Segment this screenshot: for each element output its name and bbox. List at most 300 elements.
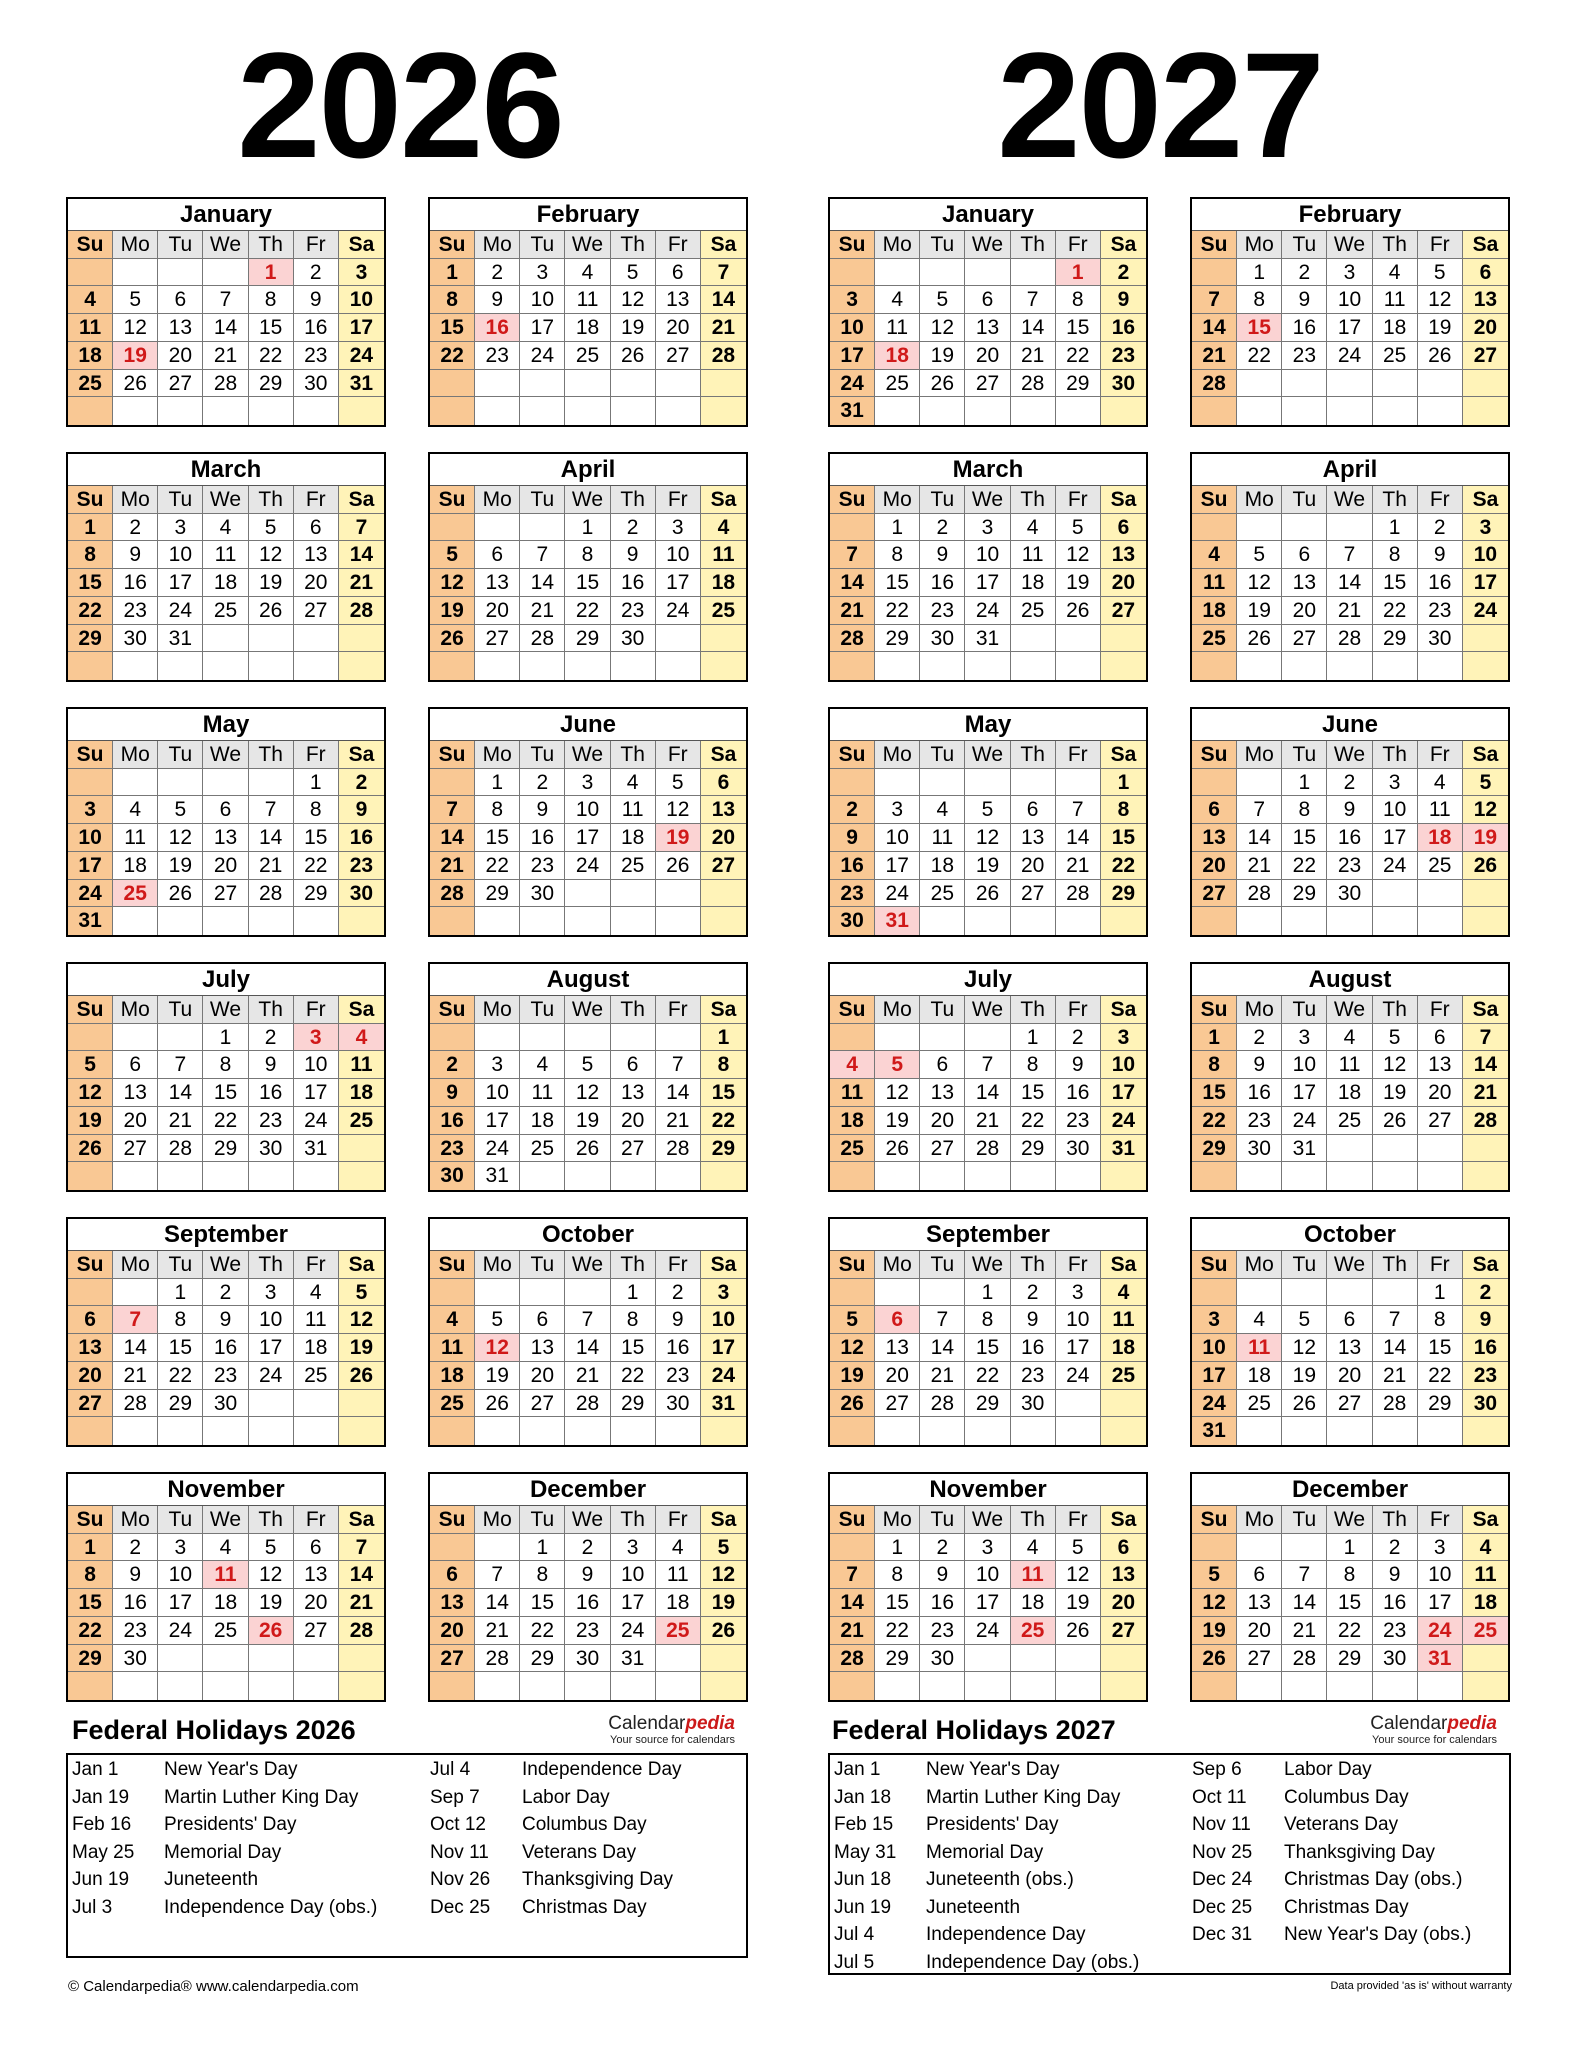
day-cell: 19 [68, 1107, 113, 1135]
day-cell: 27 [701, 852, 746, 880]
month-september-2027 [828, 1217, 1148, 1447]
weekday-header: Su [68, 1251, 113, 1279]
day-cell: 26 [1282, 1390, 1327, 1418]
empty-day-cell [113, 1279, 158, 1307]
holiday-name: Labor Day [1284, 1759, 1372, 1780]
day-cell: 31 [68, 907, 113, 935]
empty-day-cell [339, 625, 384, 653]
weekday-header: Sa [1463, 231, 1508, 259]
day-cell: 21 [475, 1617, 520, 1645]
day-cell: 14 [1056, 824, 1101, 852]
empty-day-cell [68, 397, 113, 425]
empty-day-cell [1192, 1672, 1237, 1700]
day-cell: 26 [475, 1390, 520, 1418]
day-cell: 9 [113, 541, 158, 569]
weekday-header: Su [430, 1251, 475, 1279]
day-cell: 7 [830, 1561, 875, 1589]
day-cell: 12 [1192, 1589, 1237, 1617]
weekday-header: Tu [920, 231, 965, 259]
day-cell: 6 [430, 1561, 475, 1589]
day-cell: 21 [249, 852, 294, 880]
holiday-date: Jan 18 [834, 1786, 892, 1808]
weekday-header: Fr [656, 231, 701, 259]
holiday-date: Jun 19 [834, 1896, 892, 1918]
day-cell: 28 [701, 342, 746, 370]
day-cell: 11 [1192, 569, 1237, 597]
day-cell: 24 [565, 852, 610, 880]
day-cell: 11 [701, 541, 746, 569]
empty-day-cell [1011, 907, 1056, 935]
weekday-header: We [1327, 1251, 1372, 1279]
empty-day-cell [920, 1417, 965, 1445]
day-cell: 1 [68, 514, 113, 542]
day-cell: 21 [1327, 597, 1372, 625]
empty-day-cell [1463, 625, 1508, 653]
day-cell: 30 [113, 625, 158, 653]
empty-day-cell [430, 370, 475, 398]
empty-day-cell [1011, 1645, 1056, 1673]
weekday-header: Mo [113, 1251, 158, 1279]
day-cell: 9 [475, 286, 520, 314]
weekday-header: We [965, 231, 1010, 259]
month-name: May [830, 709, 1146, 741]
day-cell: 29 [875, 1645, 920, 1673]
day-cell: 8 [875, 541, 920, 569]
day-cell: 16 [1056, 1079, 1101, 1107]
day-cell: 3 [1282, 1024, 1327, 1052]
day-cell: 13 [294, 1561, 339, 1589]
day-cell: 10 [68, 824, 113, 852]
day-cell: 14 [830, 1589, 875, 1617]
day-cell: 13 [875, 1334, 920, 1362]
empty-day-cell [920, 259, 965, 287]
empty-day-cell [1418, 1135, 1463, 1163]
day-cell: 12 [249, 541, 294, 569]
weekday-header: Fr [294, 1506, 339, 1534]
empty-day-cell [68, 1162, 113, 1190]
empty-day-cell [920, 769, 965, 797]
month-grid [1192, 1506, 1508, 1700]
day-cell: 16 [430, 1107, 475, 1135]
day-cell: 18 [1373, 314, 1418, 342]
empty-day-cell [520, 1162, 565, 1190]
empty-day-cell [1463, 1645, 1508, 1673]
day-cell: 25 [830, 1135, 875, 1163]
day-cell: 25 [1101, 1362, 1146, 1390]
empty-day-cell [965, 1024, 1010, 1052]
day-cell: 8 [203, 1051, 248, 1079]
weekday-header: Sa [1463, 486, 1508, 514]
holiday-date: May 31 [834, 1841, 897, 1863]
day-cell: 25 [1237, 1390, 1282, 1418]
month-grid [68, 1506, 384, 1700]
day-cell: 4 [1373, 259, 1418, 287]
empty-day-cell [830, 1279, 875, 1307]
day-cell: 8 [1192, 1051, 1237, 1079]
day-cell: 23 [1327, 852, 1372, 880]
month-august-2027 [1190, 962, 1510, 1192]
day-cell: 25 [294, 1362, 339, 1390]
day-cell: 5 [1282, 1306, 1327, 1334]
day-cell: 4 [294, 1279, 339, 1307]
day-cell: 1 [475, 769, 520, 797]
day-cell: 8 [565, 541, 610, 569]
month-january-2026 [66, 197, 386, 427]
day-cell: 8 [1011, 1051, 1056, 1079]
day-cell: 5 [249, 514, 294, 542]
empty-day-cell [1463, 1672, 1508, 1700]
holiday-date: Dec 25 [430, 1896, 491, 1918]
day-cell: 28 [830, 625, 875, 653]
weekday-header: Tu [1282, 996, 1327, 1024]
brand-name-accent: pedia [1447, 1713, 1497, 1734]
day-cell: 19 [830, 1362, 875, 1390]
holiday-day-cell: 18 [1418, 824, 1463, 852]
day-cell: 3 [611, 1534, 656, 1562]
day-cell: 30 [830, 907, 875, 935]
day-cell: 29 [1373, 625, 1418, 653]
weekday-header: Th [611, 996, 656, 1024]
day-cell: 13 [1101, 1561, 1146, 1589]
day-cell: 19 [249, 1589, 294, 1617]
day-cell: 20 [1463, 314, 1508, 342]
empty-day-cell [249, 625, 294, 653]
day-cell: 17 [1056, 1334, 1101, 1362]
day-cell: 21 [339, 569, 384, 597]
empty-day-cell [1237, 1534, 1282, 1562]
weekday-header: Su [68, 231, 113, 259]
day-cell: 15 [875, 569, 920, 597]
day-cell: 18 [203, 1589, 248, 1617]
empty-day-cell [1011, 1672, 1056, 1700]
day-cell: 5 [701, 1534, 746, 1562]
day-cell: 10 [830, 314, 875, 342]
day-cell: 20 [475, 597, 520, 625]
day-cell: 17 [68, 852, 113, 880]
day-cell: 28 [565, 1390, 610, 1418]
day-cell: 21 [1373, 1362, 1418, 1390]
day-cell: 22 [294, 852, 339, 880]
day-cell: 10 [875, 824, 920, 852]
month-name: August [1192, 964, 1508, 996]
holiday-date: Nov 26 [430, 1869, 491, 1890]
weekday-header: We [965, 741, 1010, 769]
day-cell: 10 [1327, 286, 1372, 314]
empty-day-cell [1192, 1534, 1237, 1562]
day-cell: 21 [1056, 852, 1101, 880]
holiday-day-cell: 5 [875, 1051, 920, 1079]
empty-day-cell [1056, 1672, 1101, 1700]
holiday-date: Oct 12 [430, 1814, 486, 1835]
day-cell: 20 [1237, 1617, 1282, 1645]
weekday-header: Mo [875, 1251, 920, 1279]
day-cell: 5 [1418, 259, 1463, 287]
day-cell: 18 [294, 1334, 339, 1362]
empty-day-cell [203, 1162, 248, 1190]
empty-day-cell [1373, 907, 1418, 935]
day-cell: 20 [1282, 597, 1327, 625]
day-cell: 10 [339, 286, 384, 314]
day-cell: 26 [430, 625, 475, 653]
empty-day-cell [158, 1672, 203, 1700]
weekday-header: Fr [1056, 1251, 1101, 1279]
day-cell: 18 [1011, 1589, 1056, 1617]
day-cell: 29 [294, 880, 339, 908]
empty-day-cell [113, 907, 158, 935]
day-cell: 9 [249, 1051, 294, 1079]
day-cell: 19 [339, 1334, 384, 1362]
day-cell: 28 [1237, 880, 1282, 908]
day-cell: 1 [1237, 259, 1282, 287]
empty-day-cell [1056, 652, 1101, 680]
day-cell: 10 [1418, 1561, 1463, 1589]
empty-day-cell [1237, 514, 1282, 542]
empty-day-cell [1011, 625, 1056, 653]
weekday-header: Tu [520, 486, 565, 514]
day-cell: 30 [203, 1390, 248, 1418]
day-cell: 1 [701, 1024, 746, 1052]
day-cell: 23 [1282, 342, 1327, 370]
day-cell: 8 [1101, 796, 1146, 824]
day-cell: 24 [294, 1107, 339, 1135]
empty-day-cell [830, 259, 875, 287]
day-cell: 11 [565, 286, 610, 314]
empty-day-cell [656, 370, 701, 398]
empty-day-cell [203, 1645, 248, 1673]
empty-day-cell [113, 1417, 158, 1445]
holiday-list-row [1192, 1812, 1512, 1838]
empty-day-cell [611, 907, 656, 935]
day-cell: 24 [68, 880, 113, 908]
weekday-header: Mo [475, 1251, 520, 1279]
day-cell: 8 [1327, 1561, 1372, 1589]
holiday-list-row [430, 1895, 750, 1921]
empty-day-cell [1011, 1162, 1056, 1190]
day-cell: 20 [203, 852, 248, 880]
empty-day-cell [830, 1162, 875, 1190]
day-cell: 21 [1463, 1079, 1508, 1107]
empty-day-cell [565, 1279, 610, 1307]
empty-day-cell [475, 907, 520, 935]
weekday-header: Mo [875, 231, 920, 259]
day-cell: 29 [520, 1645, 565, 1673]
weekday-header: We [565, 1506, 610, 1534]
day-cell: 22 [1192, 1107, 1237, 1135]
day-cell: 23 [203, 1362, 248, 1390]
day-cell: 9 [339, 796, 384, 824]
weekday-header: Fr [656, 486, 701, 514]
day-cell: 4 [430, 1306, 475, 1334]
holiday-list-row [834, 1867, 1154, 1893]
day-cell: 21 [203, 342, 248, 370]
day-cell: 27 [1101, 1617, 1146, 1645]
day-cell: 2 [294, 259, 339, 287]
weekday-header: Mo [1237, 231, 1282, 259]
empty-day-cell [1282, 1672, 1327, 1700]
holiday-day-cell: 11 [1011, 1561, 1056, 1589]
holiday-name: Christmas Day (obs.) [1284, 1869, 1463, 1890]
month-name: June [430, 709, 746, 741]
weekday-header: Fr [294, 741, 339, 769]
empty-day-cell [68, 1024, 113, 1052]
day-cell: 24 [1327, 342, 1372, 370]
day-cell: 2 [339, 769, 384, 797]
day-cell: 17 [875, 852, 920, 880]
empty-day-cell [565, 1162, 610, 1190]
day-cell: 30 [1327, 880, 1372, 908]
weekday-header: Mo [875, 996, 920, 1024]
month-name: September [830, 1219, 1146, 1251]
day-cell: 9 [830, 824, 875, 852]
empty-day-cell [1237, 1279, 1282, 1307]
day-cell: 17 [249, 1334, 294, 1362]
holiday-day-cell: 11 [1237, 1334, 1282, 1362]
day-cell: 7 [830, 541, 875, 569]
empty-day-cell [113, 1672, 158, 1700]
day-cell: 27 [68, 1390, 113, 1418]
empty-day-cell [1192, 514, 1237, 542]
empty-day-cell [294, 1162, 339, 1190]
empty-day-cell [701, 652, 746, 680]
day-cell: 2 [611, 514, 656, 542]
day-cell: 24 [701, 1362, 746, 1390]
day-cell: 17 [158, 1589, 203, 1617]
weekday-header: Th [249, 486, 294, 514]
month-march-2027 [828, 452, 1148, 682]
day-cell: 7 [339, 1534, 384, 1562]
empty-day-cell [965, 907, 1010, 935]
day-cell: 29 [611, 1390, 656, 1418]
day-cell: 11 [656, 1561, 701, 1589]
day-cell: 23 [1418, 597, 1463, 625]
day-cell: 20 [294, 1589, 339, 1617]
day-cell: 3 [875, 796, 920, 824]
day-cell: 22 [1056, 342, 1101, 370]
day-cell: 12 [113, 314, 158, 342]
day-cell: 1 [965, 1279, 1010, 1307]
empty-day-cell [1237, 370, 1282, 398]
day-cell: 21 [1192, 342, 1237, 370]
day-cell: 11 [203, 541, 248, 569]
weekday-header: Tu [1282, 486, 1327, 514]
weekday-header: Mo [875, 1506, 920, 1534]
holiday-name: Juneteenth [164, 1869, 259, 1890]
day-cell: 3 [475, 1051, 520, 1079]
empty-day-cell [339, 1645, 384, 1673]
weekday-header: We [203, 1251, 248, 1279]
day-cell: 24 [965, 1617, 1010, 1645]
day-cell: 11 [430, 1334, 475, 1362]
day-cell: 5 [158, 796, 203, 824]
day-cell: 5 [920, 286, 965, 314]
empty-day-cell [339, 1417, 384, 1445]
weekday-header: Su [830, 231, 875, 259]
weekday-header: Sa [1101, 1251, 1146, 1279]
day-cell: 14 [1327, 569, 1372, 597]
day-cell: 27 [294, 597, 339, 625]
day-cell: 6 [611, 1051, 656, 1079]
empty-day-cell [475, 397, 520, 425]
weekday-header: Tu [1282, 231, 1327, 259]
empty-day-cell [339, 652, 384, 680]
weekday-header: Su [1192, 996, 1237, 1024]
weekday-header: Fr [294, 486, 339, 514]
holiday-list-row [834, 1757, 1154, 1783]
day-cell: 30 [294, 370, 339, 398]
day-cell: 6 [1282, 541, 1327, 569]
month-name: November [830, 1474, 1146, 1506]
empty-day-cell [1327, 397, 1372, 425]
empty-day-cell [656, 1672, 701, 1700]
empty-day-cell [339, 1390, 384, 1418]
holidays-title-2026: Federal Holidays 2026 [72, 1715, 356, 1745]
day-cell: 25 [203, 597, 248, 625]
day-cell: 7 [520, 541, 565, 569]
day-cell: 9 [656, 1306, 701, 1334]
month-name: May [68, 709, 384, 741]
empty-day-cell [830, 1672, 875, 1700]
month-name: July [830, 964, 1146, 996]
month-july-2027 [828, 962, 1148, 1192]
day-cell: 25 [1418, 852, 1463, 880]
weekday-header: Tu [1282, 741, 1327, 769]
month-name: March [830, 454, 1146, 486]
holiday-name: Independence Day (obs.) [164, 1896, 378, 1918]
day-cell: 13 [920, 1079, 965, 1107]
holiday-day-cell: 15 [1237, 314, 1282, 342]
day-cell: 3 [68, 796, 113, 824]
day-cell: 23 [656, 1362, 701, 1390]
day-cell: 21 [520, 597, 565, 625]
weekday-header: Sa [1463, 1506, 1508, 1534]
empty-day-cell [920, 1162, 965, 1190]
day-cell: 3 [965, 1534, 1010, 1562]
day-cell: 15 [965, 1334, 1010, 1362]
weekday-header: Fr [1418, 1506, 1463, 1534]
day-cell: 10 [158, 541, 203, 569]
day-cell: 26 [656, 852, 701, 880]
month-june-2026 [428, 707, 748, 937]
day-cell: 14 [965, 1079, 1010, 1107]
day-cell: 27 [1282, 625, 1327, 653]
day-cell: 2 [1011, 1279, 1056, 1307]
day-cell: 11 [294, 1306, 339, 1334]
day-cell: 15 [294, 824, 339, 852]
weekday-header: Su [1192, 741, 1237, 769]
day-cell: 17 [565, 824, 610, 852]
day-cell: 5 [475, 1306, 520, 1334]
weekday-header: Th [249, 996, 294, 1024]
day-cell: 10 [611, 1561, 656, 1589]
empty-day-cell [158, 1162, 203, 1190]
weekday-header: Th [1373, 741, 1418, 769]
day-cell: 7 [1373, 1306, 1418, 1334]
empty-day-cell [611, 1417, 656, 1445]
day-cell: 22 [158, 1362, 203, 1390]
day-cell: 29 [158, 1390, 203, 1418]
day-cell: 2 [1101, 259, 1146, 287]
month-grid [430, 486, 746, 680]
empty-day-cell [611, 370, 656, 398]
day-cell: 24 [875, 880, 920, 908]
day-cell: 14 [1237, 824, 1282, 852]
day-cell: 24 [1056, 1362, 1101, 1390]
month-name: January [830, 199, 1146, 231]
weekday-header: Mo [1237, 1251, 1282, 1279]
day-cell: 8 [158, 1306, 203, 1334]
weekday-header: Mo [475, 486, 520, 514]
day-cell: 4 [203, 1534, 248, 1562]
